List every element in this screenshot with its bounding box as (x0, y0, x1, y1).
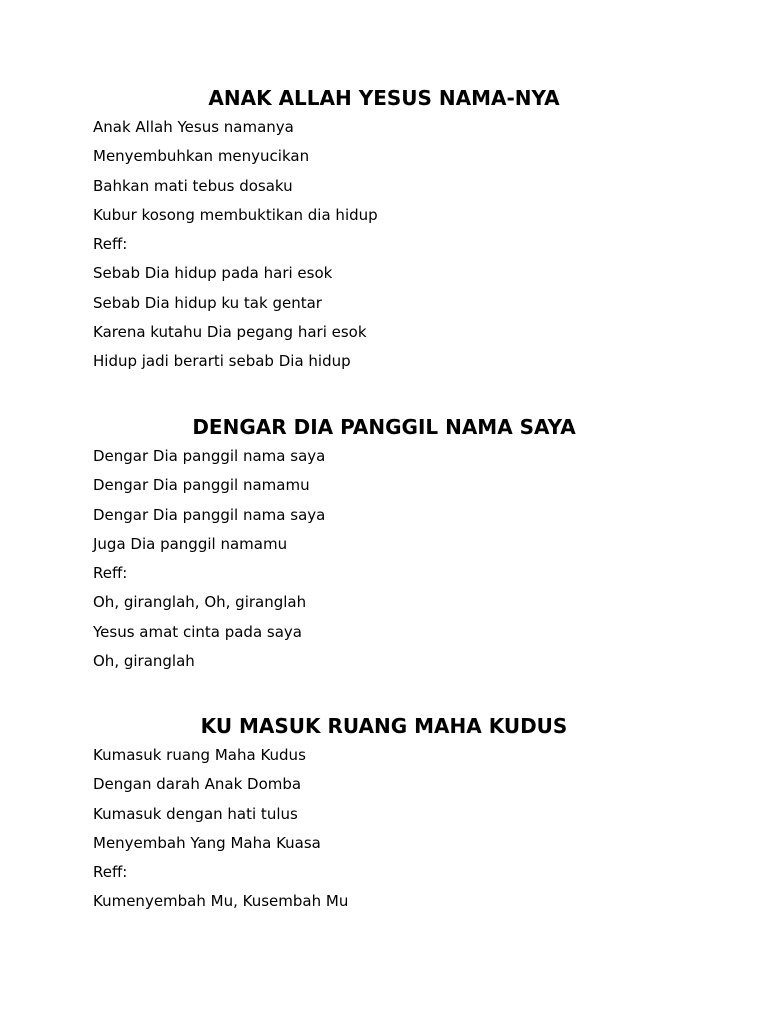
lyric-line: Bahkan mati tebus dosaku (93, 176, 293, 195)
lyric-line: Kubur kosong membuktikan dia hidup (93, 205, 378, 224)
lyric-line: Hidup jadi berarti sebab Dia hidup (93, 352, 351, 371)
lyric-line: Menyembuhkan menyucikan (93, 147, 310, 166)
lyrics-list (93, 746, 348, 922)
lyric-line: Dengar Dia panggil namamu (93, 476, 310, 495)
lyric-line: Anak Allah Yesus namanya (93, 118, 294, 136)
lyric-line: Juga Dia panggil namamu (93, 534, 288, 553)
lyric-line: Sebab Dia hidup pada hari esok (93, 264, 333, 283)
lyrics-list (93, 118, 378, 382)
lyric-line: Kumasuk dengan hati tulus (93, 804, 298, 823)
lyrics-list (93, 447, 325, 681)
lyric-line: Karena kutahu Dia pegang hari esok (93, 323, 367, 342)
lyric-line: Dengar Dia panggil nama saya (93, 505, 326, 524)
lyric-line: Sebab Dia hidup ku tak gentar (93, 293, 322, 312)
lyric-line: Oh, giranglah (93, 652, 195, 671)
song-title: DENGAR DIA PANGGIL NAMA SAYA (192, 415, 576, 439)
lyric-line: Kumenyembah Mu, Kusembah Mu (93, 892, 349, 911)
song-section (0, 415, 768, 671)
refrain-label: Reff: (93, 564, 128, 583)
song-title: KU MASUK RUANG MAHA KUDUS (200, 714, 568, 738)
song-title: ANAK ALLAH YESUS NAMA-NYA (208, 86, 560, 110)
lyric-line: Menyembah Yang Maha Kuasa (93, 833, 321, 852)
lyric-line: Kumasuk ruang Maha Kudus (93, 746, 306, 764)
lyric-line: Dengan darah Anak Domba (93, 775, 302, 794)
song-section (0, 714, 768, 911)
refrain-label: Reff: (93, 863, 128, 882)
song-section (0, 86, 768, 371)
refrain-label: Reff: (93, 235, 128, 254)
lyric-line: Dengar Dia panggil nama saya (93, 447, 326, 465)
lyric-line: Yesus amat cinta pada saya (93, 622, 302, 641)
lyric-line: Oh, giranglah, Oh, giranglah (93, 593, 307, 612)
